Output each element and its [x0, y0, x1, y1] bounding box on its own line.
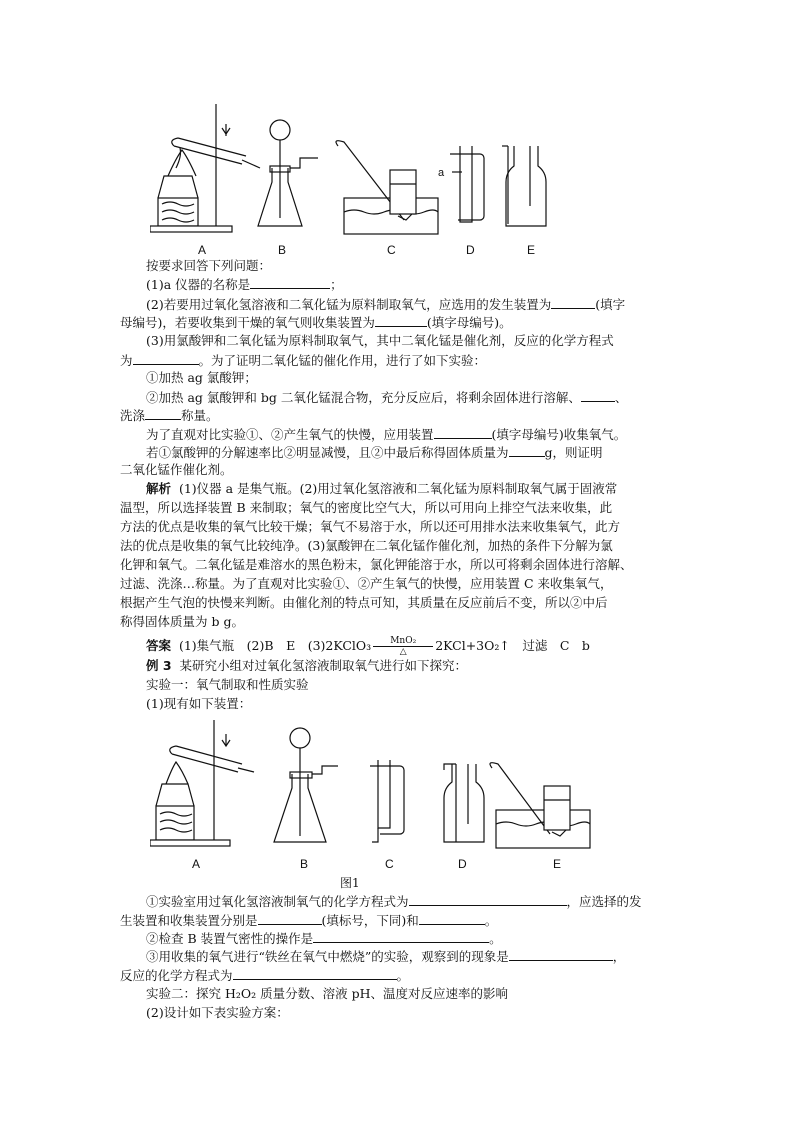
answer-title: 答案 — [146, 638, 172, 653]
fig1-label-c: C — [387, 243, 396, 257]
q2-text2-end: (填字母编号)。 — [426, 315, 512, 330]
p1-text1b: ，应选择的发 — [566, 894, 642, 909]
answer-text-a: (1)集气瓶 (2)B E (3)2KClO₃ — [178, 638, 372, 653]
step2-blank1[interactable] — [581, 389, 615, 402]
step2-line2 — [120, 407, 640, 424]
fig2-label-e: E — [553, 857, 562, 871]
p3-blank2[interactable] — [233, 967, 397, 980]
analysis-line-3: 法的优点是收集的氧气比较纯净。(3)氯酸钾在二氧化锰作催化剂，加热的条件下分解为氯 — [120, 538, 613, 553]
p3-line2 — [120, 967, 640, 984]
compare-line2 — [146, 444, 666, 461]
ex3-text: 某研究小组对过氧化氢溶液制取氧气进行如下探究： — [179, 658, 468, 673]
q3-line1: (3)用氯酸钾和二氧化锰为原料制取氧气，其中二氧化锰是催化剂，反应的化学方程式 — [146, 333, 614, 348]
q3-text2a: 为 — [120, 353, 133, 368]
q2-blank1[interactable] — [551, 296, 595, 309]
analysis-line-4: 化钾和氧气。二氧化锰是难溶水的黑色粉末，氯化钾能溶于水，所以可将剩余固体进行溶解、 — [120, 557, 633, 572]
step2-text2b: 称量。 — [181, 408, 219, 423]
fig1-label-e: E — [527, 243, 536, 257]
fig2-label-a: A — [192, 857, 201, 871]
q-intro: 按要求回答下列问题： — [146, 258, 272, 273]
analysis-line-5: 过滤、洗涤…称量。为了直观对比实验①、②产生氧气的快慢，应用装置 C 来收集氧气， — [120, 576, 613, 591]
q1-line — [146, 276, 666, 293]
compare-line1 — [146, 426, 666, 443]
p2-blank[interactable] — [313, 930, 489, 943]
q3-text2b: 。为了证明二氧化锰的催化作用，进行了如下实验： — [198, 353, 487, 368]
p3-text2a: 反应的化学方程式为 — [120, 968, 233, 983]
exp1-title: 实验一：氧气制取和性质实验 — [146, 677, 309, 692]
catalyst-label: MnO₂ — [373, 636, 433, 647]
analysis-text-0: (1)仪器 a 是集气瓶。(2)用过氧化氢溶液和二氧化锰为原料制取氧气属于固液常 — [178, 481, 618, 496]
ex3-title: 例 3 — [146, 658, 172, 673]
exp2-q2: (2)设计如下表实验方案： — [146, 1005, 289, 1020]
step2-text2a: 洗涤 — [120, 408, 146, 423]
p3-blank1[interactable] — [509, 948, 613, 961]
ex3-line — [146, 658, 666, 674]
fig2-label-d: D — [458, 857, 467, 871]
p1-text2a: 生装置和收集装置分别是 — [120, 913, 258, 928]
heat-symbol: △ — [399, 647, 407, 657]
compare-blank1[interactable] — [434, 426, 492, 439]
analysis-line-6: 根据产生气泡的快慢来判断。由催化剂的特点可知，其质量在反应前后不变，所以②中后 — [120, 595, 608, 610]
p1-blank3[interactable] — [419, 912, 485, 925]
q1-end: ； — [330, 277, 343, 292]
p2-line — [146, 930, 666, 947]
exp2-title: 实验二：探究 H₂O₂ 质量分数、溶液 pH、温度对反应速率的影响 — [146, 986, 508, 1001]
fig2-label-b: B — [300, 857, 309, 871]
fig2-label-c: C — [385, 857, 394, 871]
p3-text1a: ③用收集的氧气进行“铁丝在氧气中燃烧”的实验，观察到的现象是 — [146, 949, 509, 964]
step2-text1: ②加热 ag 氯酸钾和 bg 二氧化锰混合物，充分反应后，将剩余固体进行溶解、 — [146, 390, 581, 405]
fig1-label-b: B — [278, 243, 287, 257]
label-a: a — [438, 167, 445, 179]
fig1-label-a: A — [198, 243, 207, 257]
q2-line2 — [120, 314, 640, 331]
analysis-line-2: 方法的优点是收集的氧气比较干燥；氧气不易溶于水，所以还可用排水法来收集氧气，此方 — [120, 519, 621, 534]
p1-text1a: ①实验室用过氧化氢溶液制氧气的化学方程式为 — [146, 894, 409, 909]
apparatus-figure-bottom — [150, 718, 600, 858]
compare-text2b: g，则证明 — [544, 445, 603, 460]
p3-text1b: ， — [612, 949, 626, 964]
step2-text1-end: 、 — [614, 390, 628, 405]
answer-text-b: 2KCl+3O₂↑ 过滤 C b — [435, 638, 590, 653]
compare-text1b: (填字母编号)收集氧气。 — [491, 427, 627, 442]
p1-blank2[interactable] — [258, 912, 322, 925]
p3-line1 — [146, 948, 666, 965]
p1-text2c: 。 — [484, 913, 498, 928]
q2-text1-end: (填字 — [595, 297, 626, 312]
analysis-line-0 — [146, 481, 666, 497]
exp1-q1: (1)现有如下装置： — [146, 696, 252, 711]
analysis-line-1: 温型，所以选择装置 B 来制取；氧气的密度比空气大，所以可用向上排空气法来收集，此 — [120, 500, 613, 515]
q3-blank[interactable] — [133, 352, 199, 365]
compare-line3: 二氧化锰作催化剂。 — [120, 462, 233, 477]
answer-line — [146, 636, 666, 657]
reaction-condition — [373, 636, 433, 657]
compare-text2a: 若①氯酸钾的分解速率比②明显减慢，且②中最后称得固体质量为 — [146, 445, 509, 460]
step2-blank2[interactable] — [145, 407, 181, 420]
compare-blank2[interactable] — [509, 444, 545, 457]
analysis-title: 解析 — [146, 481, 172, 496]
figure-caption: 图1 — [340, 876, 360, 890]
p2-text-a: ②检查 B 装置气密性的操作是 — [146, 931, 314, 946]
p1-text2b: (填标号，下同)和 — [321, 913, 419, 928]
fig1-label-d: D — [466, 243, 475, 257]
q2-text1: (2)若要用过氧化氢溶液和二氧化锰为原料制取氧气，应选用的发生装置为 — [146, 297, 552, 312]
p1-line1 — [146, 893, 666, 910]
step2-line1 — [146, 389, 666, 406]
p3-text2b: 。 — [396, 968, 410, 983]
compare-text1a: 为了直观对比实验①、②产生氧气的快慢，应用装置 — [146, 427, 434, 442]
p1-blank1[interactable] — [409, 893, 567, 906]
analysis-line-7: 称得固体质量为 b g。 — [120, 614, 244, 629]
q3-line2 — [120, 352, 640, 369]
q1-blank[interactable] — [250, 276, 330, 289]
q2-line1 — [146, 296, 666, 313]
q2-text2: 母编号)，若要收集到干燥的氧气则收集装置为 — [120, 315, 375, 330]
q1-text: (1)a 仪器的名称是 — [146, 277, 251, 292]
p2-text-b: 。 — [489, 931, 502, 946]
p1-line2 — [120, 912, 640, 929]
step1-line: ①加热 ag 氯酸钾； — [146, 370, 257, 385]
q2-blank2[interactable] — [375, 314, 427, 327]
apparatus-figure-top — [150, 98, 570, 248]
